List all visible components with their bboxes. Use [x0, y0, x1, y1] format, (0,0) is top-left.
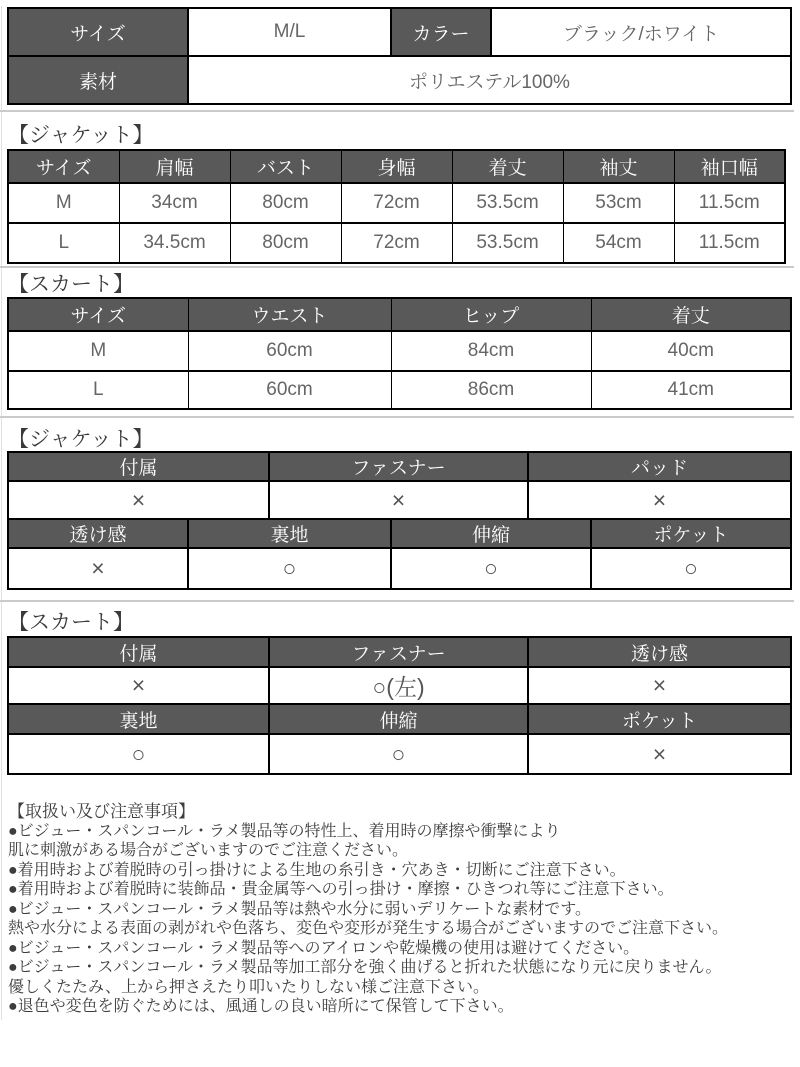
- handling-note-line: ●着用時および着脱時の引っ掛けによる生地の糸引き・穴あき・切断にご注意下さい。: [8, 861, 626, 879]
- jacket-section-label: 【ジャケット】: [8, 124, 154, 147]
- feature-value: ○: [188, 548, 391, 589]
- feature-header: ポケット: [591, 519, 791, 548]
- jacket-features-label: 【ジャケット】: [8, 428, 154, 451]
- handling-note-line: ●ビジュー・スパンコール・ラメ製品等加工部分を強く曲げると折れた状態になり元に戻りません。: [8, 959, 722, 976]
- table-row: [8, 331, 791, 371]
- measurement-cell: 11.5cm: [674, 183, 785, 223]
- feature-header: 付属: [8, 452, 269, 481]
- handling-note-line: 肌に刺激がある場合がございますのでご注意ください。: [8, 842, 409, 859]
- feature-header: ファスナー: [269, 637, 528, 667]
- handling-note-line: ●ビジュー・スパンコール・ラメ製品等は熱や水分に弱いデリケートな素材です。: [8, 900, 591, 918]
- measurement-cell: 34cm: [119, 183, 230, 223]
- feature-header: 伸縮: [269, 704, 528, 734]
- feature-header: 透け感: [528, 637, 791, 667]
- handling-note-line: ●ビジュー・スパンコール・ラメ製品等の特性上、着用時の摩擦や衝撃により: [8, 822, 561, 840]
- skirt-size-table: [7, 297, 792, 410]
- jacket-features-table-2: [7, 518, 792, 590]
- section-divider: [0, 416, 794, 418]
- column-header: 袖口幅: [674, 150, 785, 183]
- product-spec-table: [7, 7, 792, 105]
- feature-value: ×: [528, 667, 791, 704]
- measurement-cell: 84cm: [391, 331, 591, 371]
- table-row: [8, 223, 785, 263]
- handling-notes: [8, 802, 792, 1017]
- handling-notes-title: 【取扱い及び注意事項】: [8, 802, 195, 821]
- measurement-cell: 86cm: [391, 371, 591, 409]
- color-label-cell: カラー: [391, 8, 491, 56]
- handling-note-line: ●着用時および着脱時に装飾品・貴金属等への引っ掛け・摩擦・ひきつれ等にご注意下さい。: [8, 881, 674, 898]
- size-cell: M: [8, 331, 188, 371]
- column-header: 着丈: [591, 298, 791, 331]
- feature-header: ポケット: [528, 704, 791, 734]
- feature-value: ×: [528, 481, 791, 519]
- measurement-cell: 53.5cm: [452, 183, 563, 223]
- measurement-cell: 72cm: [341, 223, 452, 263]
- skirt-features-label: 【スカート】: [8, 611, 134, 634]
- feature-header: 付属: [8, 637, 269, 667]
- feature-value: ○(左): [269, 667, 528, 704]
- feature-value: ○: [269, 734, 528, 774]
- material-value-cell: ポリエステル100%: [188, 56, 791, 104]
- table-row: [8, 183, 785, 223]
- feature-value: ○: [591, 548, 791, 589]
- column-header: ウエスト: [188, 298, 391, 331]
- column-header: 身幅: [341, 150, 452, 183]
- column-header: バスト: [230, 150, 341, 183]
- feature-value: ×: [8, 548, 188, 589]
- feature-value: ×: [8, 481, 269, 519]
- handling-note-line: ●ビジュー・スパンコール・ラメ製品等へのアイロンや乾燥機の使用は避けてください。: [8, 939, 640, 957]
- measurement-cell: 53.5cm: [452, 223, 563, 263]
- measurement-cell: 72cm: [341, 183, 452, 223]
- feature-value: ×: [528, 734, 791, 774]
- measurement-cell: 40cm: [591, 331, 791, 371]
- column-header: サイズ: [8, 150, 119, 183]
- measurement-cell: 54cm: [563, 223, 674, 263]
- feature-value: ×: [269, 481, 528, 519]
- color-value-cell: ブラック/ホワイト: [491, 8, 791, 56]
- jacket-size-table: [7, 149, 786, 264]
- size-cell: L: [8, 223, 119, 263]
- measurement-cell: 60cm: [188, 371, 391, 409]
- measurement-cell: 80cm: [230, 183, 341, 223]
- handling-note-line: ●退色や変色を防ぐためには、風通しの良い暗所にて保管して下さい。: [8, 998, 514, 1015]
- feature-header: 裏地: [8, 704, 269, 734]
- feature-value: ○: [391, 548, 591, 589]
- column-header: 着丈: [452, 150, 563, 183]
- feature-header: 透け感: [8, 519, 188, 548]
- jacket-features-table: [7, 451, 792, 520]
- size-cell: L: [8, 371, 188, 409]
- column-header: 袖丈: [563, 150, 674, 183]
- table-row: [8, 371, 791, 409]
- feature-header: ファスナー: [269, 452, 528, 481]
- feature-header: パッド: [528, 452, 791, 481]
- size-label-cell: サイズ: [8, 8, 188, 56]
- handling-note-line: 優しくたたみ、上から押さえたり叩いたりしない様ご注意下さい。: [8, 978, 489, 996]
- measurement-cell: 53cm: [563, 183, 674, 223]
- column-header: ヒップ: [391, 298, 591, 331]
- size-value-cell: M/L: [188, 8, 391, 56]
- handling-note-line: 熱や水分による表面の剥がれや色落ち、変色や変形が発生する場合がございますのでご注意下さい。: [8, 920, 729, 937]
- measurement-cell: 41cm: [591, 371, 791, 409]
- measurement-cell: 60cm: [188, 331, 391, 371]
- column-header: サイズ: [8, 298, 188, 331]
- feature-value: ○: [8, 734, 269, 774]
- feature-header: 伸縮: [391, 519, 591, 548]
- material-label-cell: 素材: [8, 56, 188, 104]
- skirt-features-table-2: [7, 703, 792, 775]
- section-divider: [0, 600, 794, 602]
- content-left-edge: [1, 6, 2, 1020]
- section-divider: [0, 110, 794, 112]
- skirt-section-label: 【スカート】: [8, 273, 134, 296]
- feature-header: 裏地: [188, 519, 391, 548]
- measurement-cell: 11.5cm: [674, 223, 785, 263]
- feature-value: ×: [8, 667, 269, 704]
- size-cell: M: [8, 183, 119, 223]
- measurement-cell: 80cm: [230, 223, 341, 263]
- measurement-cell: 34.5cm: [119, 223, 230, 263]
- skirt-features-table: [7, 636, 792, 705]
- column-header: 肩幅: [119, 150, 230, 183]
